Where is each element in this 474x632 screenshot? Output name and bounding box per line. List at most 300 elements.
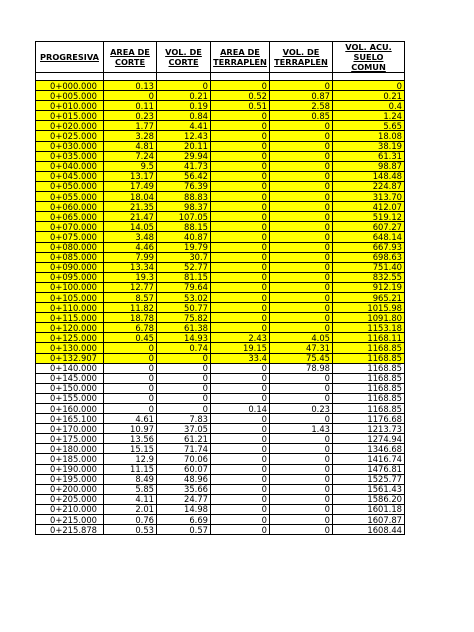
vol-terraplen-cell: 0	[270, 262, 333, 272]
vol-terraplen-cell: 0.87	[270, 91, 333, 101]
progresiva-cell: 0+110.000	[36, 303, 104, 313]
area-terraplen-cell: 0	[211, 373, 270, 383]
vol-terraplen-cell: 0	[270, 171, 333, 181]
progresiva-cell: 0+080.000	[36, 242, 104, 252]
progresiva-cell: 0+190.000	[36, 464, 104, 474]
vol-acumulado-cell: 1601.18	[333, 504, 405, 514]
vol-terraplen-cell: 0	[270, 515, 333, 525]
area-corte-cell: 5.85	[104, 484, 157, 494]
area-terraplen-cell: 0	[211, 81, 270, 91]
area-corte-cell: 0	[104, 353, 157, 363]
vol-acumulado-cell: 1091.80	[333, 313, 405, 323]
area-corte-cell: 13.34	[104, 262, 157, 272]
progresiva-cell: 0+155.000	[36, 393, 104, 403]
vol-acumulado-cell: 1015.98	[333, 303, 405, 313]
area-terraplen-cell: 0.52	[211, 91, 270, 101]
vol-acumulado-cell: 1168.11	[333, 333, 405, 343]
progresiva-cell: 0+205.000	[36, 494, 104, 504]
vol-acumulado-cell: 519.12	[333, 212, 405, 222]
vol-terraplen-cell: 0	[270, 242, 333, 252]
area-terraplen-cell: 0	[211, 131, 270, 141]
area-corte-cell: 12.77	[104, 282, 157, 292]
area-corte-cell: 3.28	[104, 131, 157, 141]
area-corte-cell: 19.3	[104, 272, 157, 282]
vol-acumulado-cell: 1168.85	[333, 363, 405, 373]
progresiva-cell: 0+065.000	[36, 212, 104, 222]
area-terraplen-cell: 0	[211, 222, 270, 232]
vol-corte-cell: 60.07	[157, 464, 211, 474]
vol-terraplen-cell: 0	[270, 504, 333, 514]
area-corte-cell: 0.45	[104, 333, 157, 343]
header-progresiva: PROGRESIVA	[36, 42, 104, 73]
area-corte-cell: 12.9	[104, 454, 157, 464]
table-row	[36, 141, 405, 151]
vol-acumulado-cell: 1176.68	[333, 414, 405, 424]
vol-acumulado-cell: 607.27	[333, 222, 405, 232]
vol-acumulado-cell: 1346.68	[333, 444, 405, 454]
vol-corte-cell: 6.69	[157, 515, 211, 525]
table-row	[36, 525, 405, 535]
area-terraplen-cell: 0	[211, 252, 270, 262]
table-row	[36, 323, 405, 333]
area-corte-cell: 21.35	[104, 202, 157, 212]
vol-terraplen-cell: 0	[270, 181, 333, 191]
vol-corte-cell: 41.73	[157, 161, 211, 171]
area-corte-cell: 4.81	[104, 141, 157, 151]
progresiva-cell: 0+215.000	[36, 515, 104, 525]
area-corte-cell: 0	[104, 91, 157, 101]
table-row	[36, 131, 405, 141]
header-vol-corte: VOL. DE CORTE	[157, 42, 211, 73]
area-terraplen-cell: 0	[211, 393, 270, 403]
table-row	[36, 474, 405, 484]
vol-terraplen-cell: 0	[270, 81, 333, 91]
area-terraplen-cell: 0	[211, 192, 270, 202]
vol-acumulado-cell: 0.4	[333, 101, 405, 111]
vol-terraplen-cell: 4.05	[270, 333, 333, 343]
vol-terraplen-cell: 0	[270, 141, 333, 151]
progresiva-cell: 0+100.000	[36, 282, 104, 292]
area-corte-cell: 0	[104, 393, 157, 403]
progresiva-cell: 0+180.000	[36, 444, 104, 454]
vol-terraplen-cell: 0	[270, 192, 333, 202]
table-row	[36, 282, 405, 292]
table-row	[36, 393, 405, 403]
table-row	[36, 212, 405, 222]
vol-corte-cell: 7.83	[157, 414, 211, 424]
area-terraplen-cell: 0	[211, 262, 270, 272]
vol-acumulado-cell: 1561.43	[333, 484, 405, 494]
area-corte-cell: 13.56	[104, 434, 157, 444]
vol-terraplen-cell: 0	[270, 474, 333, 484]
vol-acumulado-cell: 412.07	[333, 202, 405, 212]
vol-terraplen-cell: 75.45	[270, 353, 333, 363]
vol-corte-cell: 0	[157, 383, 211, 393]
progresiva-cell: 0+070.000	[36, 222, 104, 232]
area-terraplen-cell: 0	[211, 272, 270, 282]
vol-terraplen-cell: 0	[270, 161, 333, 171]
vol-corte-cell: 0.21	[157, 91, 211, 101]
vol-corte-cell: 107.05	[157, 212, 211, 222]
vol-acumulado-cell: 965.21	[333, 292, 405, 302]
table-row	[36, 91, 405, 101]
progresiva-cell: 0+095.000	[36, 272, 104, 282]
table-row	[36, 202, 405, 212]
header-vol-acumulado: VOL. ACU. SUELO COMUN	[333, 42, 405, 73]
table-row	[36, 242, 405, 252]
area-terraplen-cell: 0.51	[211, 101, 270, 111]
vol-corte-cell: 20.11	[157, 141, 211, 151]
vol-terraplen-cell: 0	[270, 454, 333, 464]
table-row	[36, 151, 405, 161]
progresiva-cell: 0+200.000	[36, 484, 104, 494]
area-terraplen-cell: 0	[211, 141, 270, 151]
vol-corte-cell: 19.79	[157, 242, 211, 252]
progresiva-cell: 0+040.000	[36, 161, 104, 171]
progresiva-cell: 0+075.000	[36, 232, 104, 242]
vol-terraplen-cell: 78.98	[270, 363, 333, 373]
progresiva-cell: 0+085.000	[36, 252, 104, 262]
area-terraplen-cell: 0	[211, 111, 270, 121]
progresiva-cell: 0+045.000	[36, 171, 104, 181]
vol-terraplen-cell: 0	[270, 464, 333, 474]
area-corte-cell: 8.57	[104, 292, 157, 302]
area-terraplen-cell: 0	[211, 494, 270, 504]
vol-terraplen-cell: 0	[270, 373, 333, 383]
area-corte-cell: 21.47	[104, 212, 157, 222]
progresiva-cell: 0+120.000	[36, 323, 104, 333]
area-corte-cell: 0	[104, 363, 157, 373]
vol-acumulado-cell: 1476.81	[333, 464, 405, 474]
table-row	[36, 373, 405, 383]
table-row	[36, 363, 405, 373]
area-terraplen-cell: 0	[211, 242, 270, 252]
vol-corte-cell: 76.39	[157, 181, 211, 191]
table-row	[36, 494, 405, 504]
vol-corte-cell: 4.41	[157, 121, 211, 131]
progresiva-cell: 0+160.000	[36, 404, 104, 414]
progresiva-cell: 0+025.000	[36, 131, 104, 141]
area-corte-cell: 15.15	[104, 444, 157, 454]
area-terraplen-cell: 0	[211, 282, 270, 292]
table-row	[36, 303, 405, 313]
vol-corte-cell: 14.98	[157, 504, 211, 514]
area-terraplen-cell: 0	[211, 363, 270, 373]
progresiva-cell: 0+015.000	[36, 111, 104, 121]
vol-corte-cell: 24.77	[157, 494, 211, 504]
table-row	[36, 192, 405, 202]
vol-corte-cell: 53.02	[157, 292, 211, 302]
vol-corte-cell: 71.74	[157, 444, 211, 454]
vol-terraplen-cell: 0.85	[270, 111, 333, 121]
table-row	[36, 171, 405, 181]
area-corte-cell: 6.78	[104, 323, 157, 333]
progresiva-cell: 0+090.000	[36, 262, 104, 272]
vol-acumulado-cell: 667.93	[333, 242, 405, 252]
area-corte-cell: 11.82	[104, 303, 157, 313]
area-corte-cell: 3.48	[104, 232, 157, 242]
vol-acumulado-cell: 38.19	[333, 141, 405, 151]
area-terraplen-cell: 0	[211, 202, 270, 212]
vol-corte-cell: 75.82	[157, 313, 211, 323]
table-row	[36, 81, 405, 91]
spacer-row	[36, 73, 405, 81]
vol-acumulado-cell: 18.08	[333, 131, 405, 141]
vol-corte-cell: 81.15	[157, 272, 211, 282]
area-terraplen-cell: 2.43	[211, 333, 270, 343]
vol-corte-cell: 29.94	[157, 151, 211, 161]
area-corte-cell: 0.11	[104, 101, 157, 111]
area-corte-cell: 18.78	[104, 313, 157, 323]
vol-corte-cell: 98.37	[157, 202, 211, 212]
area-terraplen-cell: 0	[211, 181, 270, 191]
area-corte-cell: 18.04	[104, 192, 157, 202]
vol-corte-cell: 37.05	[157, 424, 211, 434]
vol-acumulado-cell: 1168.85	[333, 343, 405, 353]
table-row	[36, 181, 405, 191]
area-corte-cell: 4.46	[104, 242, 157, 252]
progresiva-cell: 0+060.000	[36, 202, 104, 212]
vol-acumulado-cell: 1525.77	[333, 474, 405, 484]
vol-acumulado-cell: 5.65	[333, 121, 405, 131]
area-corte-cell: 11.15	[104, 464, 157, 474]
vol-acumulado-cell: 1153.18	[333, 323, 405, 333]
earthwork-volume-table	[35, 41, 405, 535]
area-corte-cell: 17.49	[104, 181, 157, 191]
vol-corte-cell: 0	[157, 373, 211, 383]
vol-terraplen-cell: 0	[270, 484, 333, 494]
vol-acumulado-cell: 1608.44	[333, 525, 405, 535]
progresiva-cell: 0+140.000	[36, 363, 104, 373]
area-terraplen-cell: 0	[211, 434, 270, 444]
table-row	[36, 504, 405, 514]
area-corte-cell: 0	[104, 373, 157, 383]
vol-acumulado-cell: 0.21	[333, 91, 405, 101]
vol-terraplen-cell: 0	[270, 252, 333, 262]
vol-acumulado-cell: 1.24	[333, 111, 405, 121]
area-corte-cell: 9.5	[104, 161, 157, 171]
vol-corte-cell: 88.83	[157, 192, 211, 202]
table-row	[36, 222, 405, 232]
area-terraplen-cell: 0	[211, 121, 270, 131]
table-row	[36, 272, 405, 282]
area-corte-cell: 4.61	[104, 414, 157, 424]
table-row	[36, 484, 405, 494]
area-terraplen-cell: 0	[211, 504, 270, 514]
vol-corte-cell: 40.87	[157, 232, 211, 242]
area-terraplen-cell: 0	[211, 474, 270, 484]
vol-terraplen-cell: 0	[270, 393, 333, 403]
vol-acumulado-cell: 698.63	[333, 252, 405, 262]
vol-corte-cell: 79.64	[157, 282, 211, 292]
area-corte-cell: 0	[104, 343, 157, 353]
vol-acumulado-cell: 1168.85	[333, 373, 405, 383]
progresiva-cell: 0+010.000	[36, 101, 104, 111]
area-corte-cell: 2.01	[104, 504, 157, 514]
area-terraplen-cell: 0	[211, 323, 270, 333]
area-corte-cell: 0.76	[104, 515, 157, 525]
progresiva-cell: 0+145.000	[36, 373, 104, 383]
table-row	[36, 404, 405, 414]
table-row	[36, 121, 405, 131]
area-terraplen-cell: 19.15	[211, 343, 270, 353]
progresiva-cell: 0+170.000	[36, 424, 104, 434]
vol-acumulado-cell: 1213.73	[333, 424, 405, 434]
area-corte-cell: 8.49	[104, 474, 157, 484]
vol-terraplen-cell: 0	[270, 525, 333, 535]
vol-corte-cell: 48.96	[157, 474, 211, 484]
header-vol-terraplen: VOL. DE TERRAPLEN	[270, 42, 333, 73]
vol-terraplen-cell: 0	[270, 272, 333, 282]
progresiva-cell: 0+115.000	[36, 313, 104, 323]
vol-corte-cell: 0	[157, 81, 211, 91]
vol-acumulado-cell: 1168.85	[333, 393, 405, 403]
area-corte-cell: 0.53	[104, 525, 157, 535]
header-area-corte: AREA DE CORTE	[104, 42, 157, 73]
progresiva-cell: 0+005.000	[36, 91, 104, 101]
vol-terraplen-cell: 0	[270, 303, 333, 313]
header-row	[36, 42, 405, 73]
progresiva-cell: 0+165.100	[36, 414, 104, 424]
vol-acumulado-cell: 1274.94	[333, 434, 405, 444]
progresiva-cell: 0+150.000	[36, 383, 104, 393]
progresiva-cell: 0+132.907	[36, 353, 104, 363]
area-corte-cell: 4.11	[104, 494, 157, 504]
table-row	[36, 101, 405, 111]
table-row	[36, 414, 405, 424]
table-row	[36, 454, 405, 464]
header-area-terraplen: AREA DE TERRAPLEN	[211, 42, 270, 73]
vol-corte-cell: 88.15	[157, 222, 211, 232]
vol-terraplen-cell: 0	[270, 434, 333, 444]
vol-corte-cell: 0.84	[157, 111, 211, 121]
table-row	[36, 464, 405, 474]
vol-acumulado-cell: 224.87	[333, 181, 405, 191]
area-terraplen-cell: 0	[211, 454, 270, 464]
vol-terraplen-cell: 0	[270, 232, 333, 242]
vol-corte-cell: 0.19	[157, 101, 211, 111]
vol-terraplen-cell: 0.23	[270, 404, 333, 414]
progresiva-cell: 0+195.000	[36, 474, 104, 484]
area-terraplen-cell: 0	[211, 151, 270, 161]
vol-acumulado-cell: 98.87	[333, 161, 405, 171]
table-row	[36, 424, 405, 434]
vol-acumulado-cell: 751.40	[333, 262, 405, 272]
progresiva-cell: 0+055.000	[36, 192, 104, 202]
area-corte-cell: 10.97	[104, 424, 157, 434]
table-row	[36, 444, 405, 454]
vol-acumulado-cell: 1168.85	[333, 383, 405, 393]
area-terraplen-cell: 0	[211, 383, 270, 393]
vol-corte-cell: 56.42	[157, 171, 211, 181]
vol-terraplen-cell: 0	[270, 313, 333, 323]
progresiva-cell: 0+125.000	[36, 333, 104, 343]
area-terraplen-cell: 0	[211, 525, 270, 535]
area-terraplen-cell: 0	[211, 212, 270, 222]
vol-corte-cell: 70.06	[157, 454, 211, 464]
table-row	[36, 232, 405, 242]
progresiva-cell: 0+210.000	[36, 504, 104, 514]
vol-corte-cell: 0.74	[157, 343, 211, 353]
table-row	[36, 262, 405, 272]
vol-corte-cell: 0	[157, 363, 211, 373]
area-terraplen-cell: 0	[211, 424, 270, 434]
area-corte-cell: 7.99	[104, 252, 157, 262]
table-row	[36, 313, 405, 323]
progresiva-cell: 0+215.878	[36, 525, 104, 535]
vol-terraplen-cell: 0	[270, 121, 333, 131]
progresiva-cell: 0+130.000	[36, 343, 104, 353]
area-corte-cell: 0.13	[104, 81, 157, 91]
progresiva-cell: 0+030.000	[36, 141, 104, 151]
area-terraplen-cell: 0	[211, 464, 270, 474]
vol-terraplen-cell: 0	[270, 212, 333, 222]
area-terraplen-cell: 0	[211, 232, 270, 242]
area-corte-cell: 1.77	[104, 121, 157, 131]
vol-corte-cell: 61.38	[157, 323, 211, 333]
vol-terraplen-cell: 0	[270, 383, 333, 393]
table-row	[36, 515, 405, 525]
area-terraplen-cell: 0	[211, 292, 270, 302]
area-terraplen-cell: 0	[211, 515, 270, 525]
vol-acumulado-cell: 0	[333, 81, 405, 91]
area-terraplen-cell: 0.14	[211, 404, 270, 414]
vol-terraplen-cell: 0	[270, 494, 333, 504]
vol-terraplen-cell: 1.43	[270, 424, 333, 434]
progresiva-cell: 0+105.000	[36, 292, 104, 302]
vol-corte-cell: 30.7	[157, 252, 211, 262]
table-row	[36, 434, 405, 444]
vol-corte-cell: 61.21	[157, 434, 211, 444]
vol-corte-cell: 14.93	[157, 333, 211, 343]
table-row	[36, 343, 405, 353]
vol-terraplen-cell: 0	[270, 202, 333, 212]
vol-acumulado-cell: 832.55	[333, 272, 405, 282]
table-row	[36, 252, 405, 262]
vol-acumulado-cell: 313.70	[333, 192, 405, 202]
area-corte-cell: 14.05	[104, 222, 157, 232]
vol-acumulado-cell: 148.48	[333, 171, 405, 181]
vol-terraplen-cell: 0	[270, 292, 333, 302]
vol-acumulado-cell: 1586.20	[333, 494, 405, 504]
table-row	[36, 292, 405, 302]
area-corte-cell: 7.24	[104, 151, 157, 161]
area-terraplen-cell: 0	[211, 171, 270, 181]
table-row	[36, 353, 405, 363]
vol-acumulado-cell: 1168.85	[333, 404, 405, 414]
vol-corte-cell: 50.77	[157, 303, 211, 313]
area-terraplen-cell: 33.4	[211, 353, 270, 363]
vol-acumulado-cell: 648.14	[333, 232, 405, 242]
vol-corte-cell: 0	[157, 353, 211, 363]
vol-terraplen-cell: 47.31	[270, 343, 333, 353]
vol-terraplen-cell: 0	[270, 414, 333, 424]
table-row	[36, 333, 405, 343]
progresiva-cell: 0+020.000	[36, 121, 104, 131]
progresiva-cell: 0+185.000	[36, 454, 104, 464]
table-row	[36, 161, 405, 171]
vol-corte-cell: 52.77	[157, 262, 211, 272]
area-terraplen-cell: 0	[211, 484, 270, 494]
area-terraplen-cell: 0	[211, 444, 270, 454]
area-corte-cell: 0.23	[104, 111, 157, 121]
vol-terraplen-cell: 0	[270, 444, 333, 454]
area-terraplen-cell: 0	[211, 161, 270, 171]
vol-acumulado-cell: 1416.74	[333, 454, 405, 464]
vol-corte-cell: 12.43	[157, 131, 211, 141]
area-terraplen-cell: 0	[211, 303, 270, 313]
progresiva-cell: 0+000.000	[36, 81, 104, 91]
